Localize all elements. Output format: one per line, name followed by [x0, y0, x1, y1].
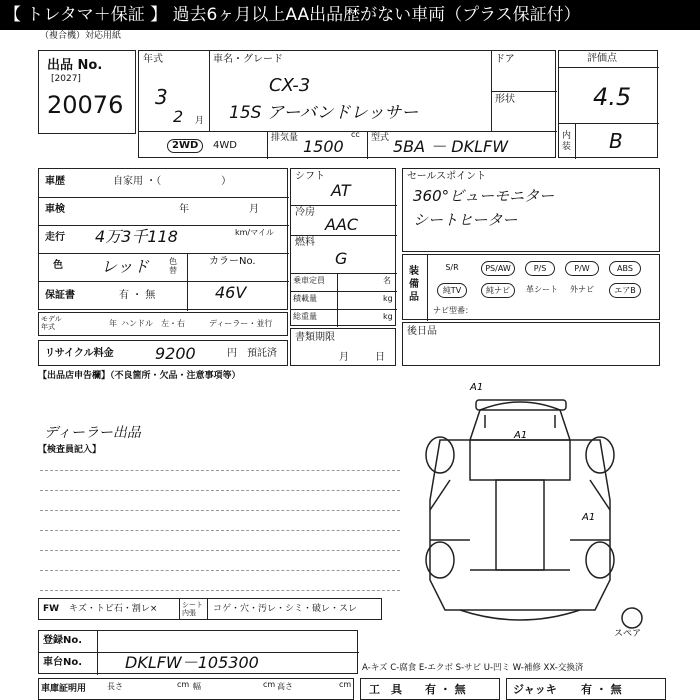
tools-box	[360, 678, 500, 700]
diagram-mark-a1-top: A1	[470, 382, 484, 393]
shape-label: 形状	[495, 94, 515, 105]
jack-box	[506, 678, 666, 700]
chassis-value: DKLFW－105300	[125, 653, 259, 672]
weight-label: 総重量	[293, 312, 317, 321]
shift-value: AT	[331, 181, 351, 200]
score-label: 評価点	[587, 53, 617, 64]
recycle-deposit: 預託済	[247, 348, 277, 359]
diagram-mark-a1-roof: A1	[514, 430, 528, 441]
door-label: ドア	[495, 54, 515, 65]
docs-box	[290, 328, 396, 366]
inspection-month: 月	[249, 204, 259, 215]
page-header: 【 トレタマ＋保証 】 過去6ヶ月以上AA出品歴がない車両（プラス保証付）	[0, 0, 700, 30]
defects-note: ディーラー出品	[44, 425, 141, 441]
docs-day: 日	[375, 352, 385, 363]
inspection-year: 年	[179, 204, 189, 215]
lot-label: 出品 No.	[47, 58, 103, 73]
docs-month: 月	[339, 352, 349, 363]
recycle-value: 9200	[155, 344, 196, 363]
recycle-box	[38, 340, 288, 366]
after-label: 後日品	[407, 326, 437, 337]
inspector-label: 【検査員記入】	[38, 445, 102, 455]
mileage-label: 走行	[45, 232, 65, 243]
mileage-value: 4万3千118	[95, 227, 178, 246]
model-year-label: モデル年式	[41, 315, 62, 331]
form-subtitle: （複合機）対応用紙	[40, 31, 122, 41]
navi-model-label: ナビ型番：	[433, 306, 473, 315]
displacement-unit: cc	[351, 130, 360, 139]
cert-length: 長さ	[107, 682, 123, 691]
equipment-box	[402, 254, 660, 320]
damage-legend: A-キズ C-腐食 E-エクボ S-サビ U-凹ミ W-補修 XX-交換済	[362, 663, 584, 673]
cert-box	[38, 678, 354, 700]
warranty-label: 保証書	[45, 290, 75, 301]
month-value: 2	[173, 107, 184, 126]
score-box	[558, 50, 658, 158]
chassis-label: 車台No.	[43, 657, 83, 668]
mileage-unit: km/マイル	[235, 228, 274, 237]
inspection-label: 車検	[45, 204, 65, 215]
lot-box	[38, 50, 136, 134]
cert-cm3: cm	[339, 680, 352, 689]
cert-cm1: cm	[177, 680, 190, 689]
cert-width: 幅	[193, 682, 201, 691]
seat-label: シート内張	[182, 601, 203, 617]
fw-label: FW	[43, 604, 60, 614]
displacement-value: 1500	[303, 137, 344, 156]
spec-box	[290, 168, 396, 326]
model-year-handle: ハンドル 左・右	[121, 319, 185, 328]
cert-height: 高さ	[277, 682, 293, 691]
model-value: 5BA － DKLFW	[393, 137, 509, 156]
model-year-box	[38, 312, 288, 336]
equip-leather: 革シート	[526, 285, 558, 294]
color-change: 色替	[169, 257, 177, 275]
drive-2wd: 2WD	[167, 139, 203, 153]
details-box	[38, 168, 288, 310]
after-box	[402, 322, 660, 366]
year-value: 3	[155, 85, 168, 109]
month-unit: 月	[195, 116, 205, 126]
sales-label: セールスポイント	[407, 171, 487, 182]
sales-line2: シートヒーター	[413, 211, 518, 229]
equip-airbag: エアB	[609, 283, 641, 298]
car-name-label: 車名・グレード	[213, 54, 283, 65]
recycle-label: リサイクル料金	[45, 348, 114, 359]
equipment-label: 装備品	[409, 266, 419, 303]
equip-navi: 純ナビ	[481, 283, 515, 298]
sales-box	[402, 168, 660, 252]
capacity-label: 乗車定員	[293, 276, 325, 285]
car-diagram	[410, 380, 660, 640]
ac-label: 冷房	[295, 207, 315, 218]
registration-label: 登録No.	[43, 635, 83, 646]
equip-sr: S/R	[445, 263, 459, 272]
registration-box	[38, 630, 358, 674]
load-unit: kg	[383, 294, 393, 303]
ac-value: AAC	[325, 215, 359, 234]
model-year-year: 年	[109, 319, 117, 328]
defects-label: 【出品店申告欄】（不良箇所・欠品・注意事項等）	[38, 371, 241, 381]
equip-tv: 純TV	[437, 283, 467, 298]
lot-number: 20076	[47, 91, 124, 119]
drive-4wd: 4WD	[213, 140, 237, 151]
fw-codes: キズ・トビ石・割レ×	[69, 604, 158, 614]
weight-unit: kg	[383, 312, 393, 321]
seat-codes: コゲ・穴・汚レ・シミ・破レ・スレ	[213, 604, 358, 614]
shift-label: シフト	[295, 171, 325, 182]
model-label: 型式	[371, 133, 390, 143]
recycle-unit: 円	[227, 348, 237, 359]
history-options: 自家用 ・（ ）	[113, 176, 232, 187]
docs-label: 書類期限	[295, 332, 335, 343]
warranty-options: 有 ・ 無	[119, 290, 156, 301]
model-year-dealer: ディーラー・並行	[209, 319, 273, 328]
fw-box	[38, 598, 382, 620]
displacement-label: 排気量	[271, 133, 299, 143]
interior-label: 内装	[562, 131, 572, 152]
equip-pw: P/W	[565, 261, 599, 276]
year-label: 年式	[143, 54, 163, 65]
spare-label: スペア	[614, 629, 642, 639]
jack-label: ジャッキ	[513, 683, 557, 696]
equip-abs: ABS	[609, 261, 641, 276]
jack-options: 有 ・ 無	[581, 683, 622, 696]
colorno-label: カラーNo.	[209, 256, 256, 267]
tools-label: 工 具	[369, 683, 402, 696]
car-name: CX-3	[269, 75, 311, 96]
cert-cm2: cm	[263, 680, 276, 689]
equip-extnavi: 外ナビ	[570, 285, 594, 294]
diagram-mark-a1-side: A1	[582, 512, 596, 523]
interior-value: B	[609, 129, 623, 153]
color-value: レッド	[101, 257, 149, 276]
history-label: 車歴	[45, 176, 65, 187]
color-label: 色	[53, 260, 63, 271]
equip-psaw: PS/AW	[481, 261, 515, 276]
sales-line1: 360°ビューモニター	[413, 187, 555, 205]
car-grade: 15S アーバンドレッサー	[229, 103, 419, 123]
tools-options: 有 ・ 無	[425, 683, 466, 696]
cert-label: 車庫証明用	[41, 684, 87, 694]
fuel-value: G	[335, 249, 348, 268]
score-value: 4.5	[593, 83, 632, 111]
vehicle-info-box	[138, 50, 556, 158]
fuel-label: 燃料	[295, 237, 315, 248]
capacity-unit: 名	[383, 276, 391, 285]
lot-tag: [2027]	[51, 74, 81, 84]
load-label: 積載量	[293, 294, 317, 303]
equip-ps: P/S	[525, 261, 555, 276]
colorno-value: 46V	[215, 283, 247, 302]
